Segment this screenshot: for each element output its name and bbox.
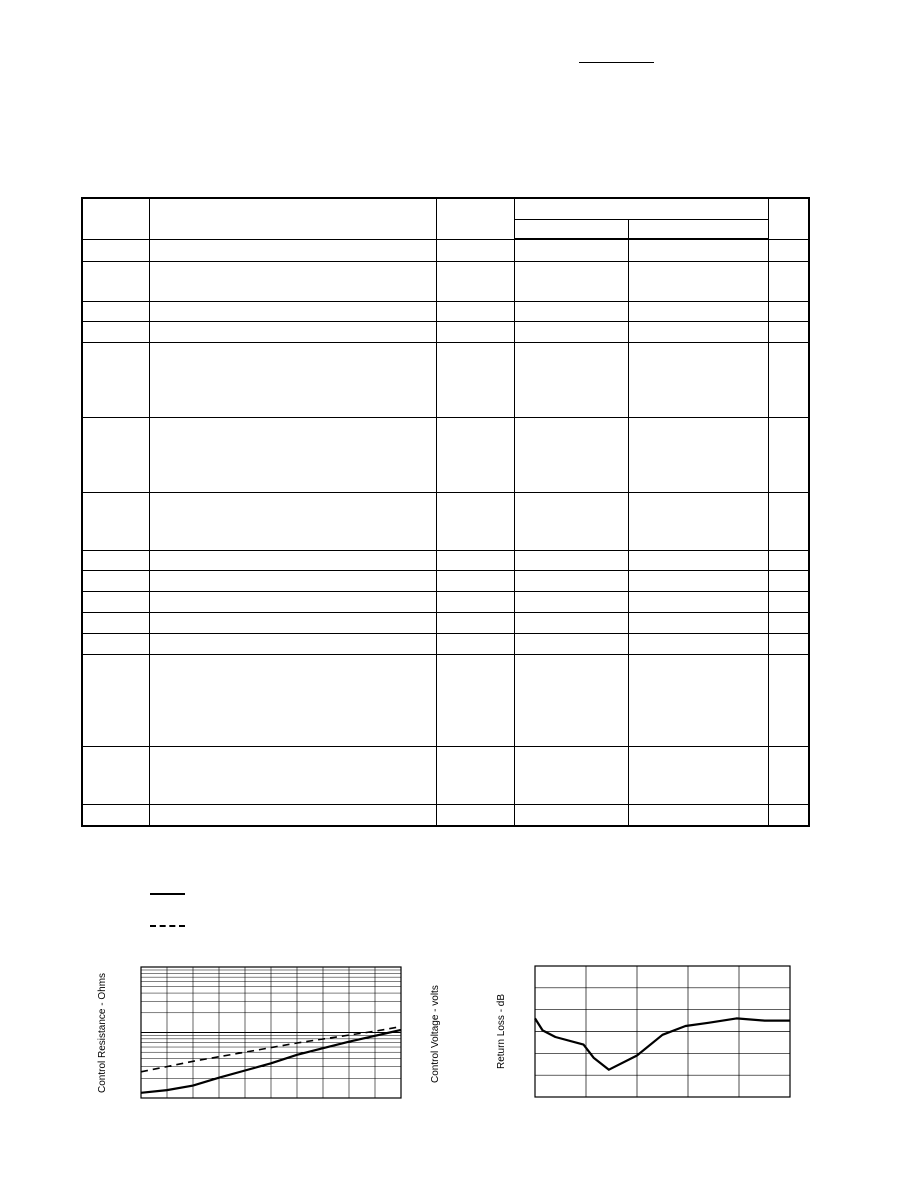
table-header-cell [768,198,809,239]
table-cell [628,655,768,747]
table-row [82,551,809,571]
table-body [82,239,809,826]
table-cell [514,343,628,418]
table-row [82,322,809,343]
table-cell [768,322,809,343]
table-cell [82,302,149,322]
table-cell [149,493,436,551]
table-cell [628,571,768,592]
table-cell [149,747,436,805]
table-cell [436,239,514,262]
table-cell [628,493,768,551]
table-subheader-cell [628,220,768,240]
control-resistance-axis-label: Control Resistance - Ohms [97,972,108,1093]
table-cell [149,592,436,613]
table-cell [514,239,628,262]
control-voltage-axis-label: Control Voltage - volts [430,985,441,1083]
table-cell [436,418,514,493]
table-row [82,634,809,655]
table-cell [514,322,628,343]
table-cell [514,418,628,493]
spec-table [81,197,810,827]
table-cell [149,322,436,343]
table-cell [149,262,436,302]
table-row [82,262,809,302]
table-cell [436,747,514,805]
table-cell [628,805,768,827]
table-cell [82,655,149,747]
table-cell [768,747,809,805]
table-cell [149,571,436,592]
table-cell [149,634,436,655]
table-cell [514,571,628,592]
table-cell [628,418,768,493]
return-loss-chart [534,965,791,1098]
table-cell [436,655,514,747]
table-cell [628,262,768,302]
table-cell [514,747,628,805]
table-header-cell [149,198,436,239]
table-cell [768,592,809,613]
table-cell [436,613,514,634]
table-cell [768,262,809,302]
table-cell [628,747,768,805]
table-cell [82,613,149,634]
table-cell [768,551,809,571]
table-cell [436,302,514,322]
table-cell [82,493,149,551]
table-cell [82,418,149,493]
table-cell [82,239,149,262]
table-cell [436,343,514,418]
table-cell [628,322,768,343]
table-cell [436,493,514,551]
table-cell [768,805,809,827]
table-subheader-cell [514,220,628,240]
table-row [82,302,809,322]
table-cell [82,262,149,302]
table-cell [514,592,628,613]
table-cell [514,551,628,571]
table-header-cell [436,198,514,239]
table-cell [149,239,436,262]
table-cell [768,418,809,493]
return-loss-series-line [535,1018,790,1069]
header-rule [579,62,654,63]
table-cell [768,343,809,418]
table-cell [768,302,809,322]
table-cell [514,805,628,827]
table-cell [514,613,628,634]
table-cell [82,343,149,418]
table-cell [628,239,768,262]
table-row [82,493,809,551]
table-cell [82,592,149,613]
table-cell [628,343,768,418]
table-row [82,805,809,827]
table-cell [628,302,768,322]
table-row [82,343,809,418]
table-cell [514,493,628,551]
table-cell [149,551,436,571]
table-cell [436,322,514,343]
table-cell [514,262,628,302]
table-cell [149,418,436,493]
table-cell [436,551,514,571]
table-cell [768,571,809,592]
table-cell [628,592,768,613]
table-row [82,239,809,262]
table-cell [514,655,628,747]
table-cell [768,655,809,747]
table-row [82,418,809,493]
table-header-cell [82,198,149,239]
table-cell [82,571,149,592]
table-cell [514,302,628,322]
table-cell [436,262,514,302]
legend-solid-line [150,893,185,895]
table-cell [82,634,149,655]
table-cell [436,634,514,655]
return-loss-axis-label: Return Loss - dB [496,993,507,1069]
table-cell [768,634,809,655]
table-row [82,613,809,634]
table-row [82,571,809,592]
table-cell [768,613,809,634]
table-row [82,592,809,613]
control-characteristics-chart [140,966,402,1099]
table-cell [82,551,149,571]
table-cell [436,805,514,827]
table-cell [514,634,628,655]
legend-solid-swatch [150,893,185,895]
table-cell [149,302,436,322]
table-header-row [82,198,809,220]
table-cell [149,343,436,418]
table-cell [149,805,436,827]
table-cell [149,613,436,634]
table-cell [628,613,768,634]
table-header-group-cell [514,198,768,220]
table-cell [149,655,436,747]
table-cell [628,634,768,655]
table-row [82,655,809,747]
table-cell [436,571,514,592]
legend-dashed-swatch [150,925,185,927]
table-cell [82,805,149,827]
table-cell [436,592,514,613]
table-cell [768,239,809,262]
legend-dashed-line [150,925,185,927]
table-cell [82,322,149,343]
table-cell [82,747,149,805]
table-row [82,747,809,805]
table-cell [628,551,768,571]
table-cell [768,493,809,551]
